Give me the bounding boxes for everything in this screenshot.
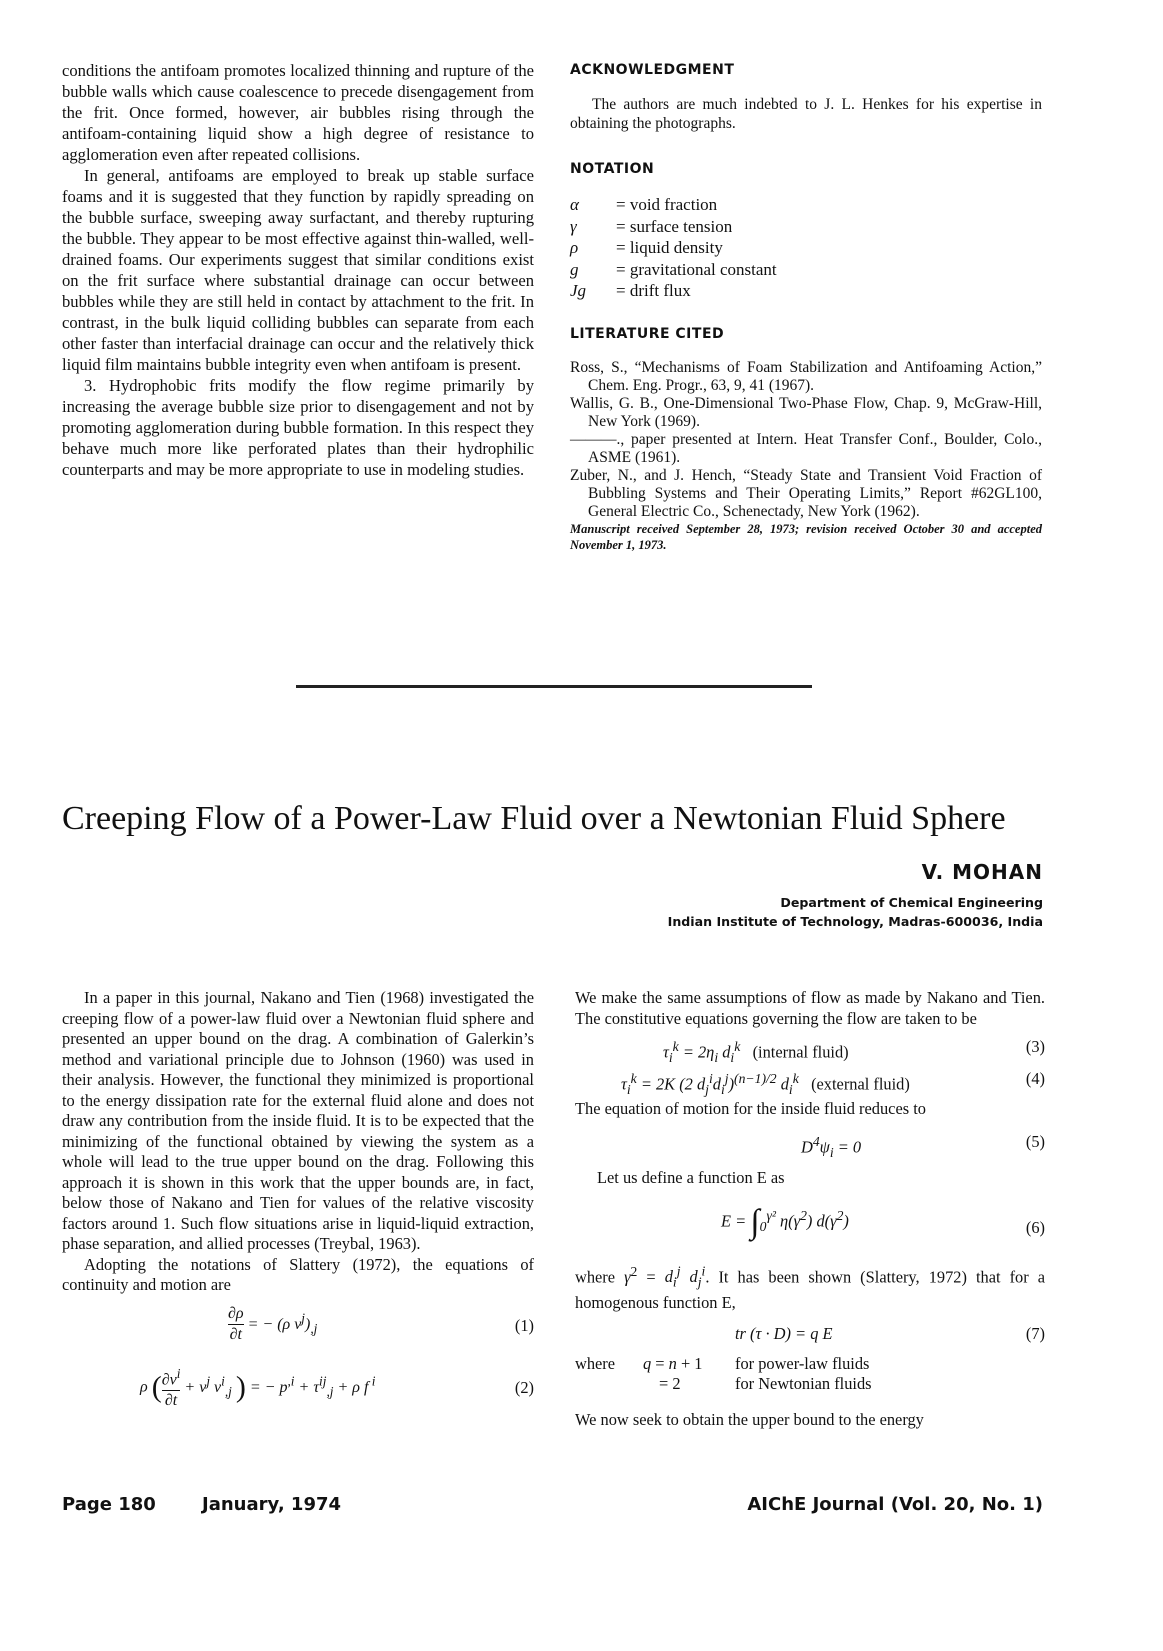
reference-item: Wallis, G. B., One-Dimensional Two-Phase Flow, Chap. 9, McGraw-Hill, New York (1969).: [570, 394, 1042, 430]
equation-3: $\tau_i^k = 2\eta_i$ $d_i^k$ (internal fluid) (3): [663, 1037, 1045, 1065]
paragraph: Adopting the notations of Slattery (1972), the equations of continuity and motion are: [62, 1254, 534, 1294]
article-title: Creeping Flow of a Power-Law Fluid over a Newtonian Fluid Sphere: [62, 800, 1006, 837]
q-definition: where q = n + 1 for power-law fluids = 2 for Newtonian fluids: [575, 1353, 872, 1393]
author-affiliation: [668, 893, 1043, 931]
notation-item: γ = surface tension: [570, 216, 733, 236]
institution: Indian Institute of Technology, Madras-600036, India: [667, 914, 1043, 929]
equation-number: (1): [514, 1315, 534, 1335]
reference-item: ———., paper presented at Intern. Heat Transfer Conf., Boulder, Colo., ASME (1961).: [570, 430, 1042, 466]
acknowledgment-text: The authors are much indebted to J. L. Henkes for his expertise in obtaining the photographs.: [570, 96, 1042, 132]
equation-number: (2): [514, 1377, 534, 1397]
bottom-right-column: [575, 988, 1045, 1430]
equation-2: ρ ( $\frac{\partial v^i}{\partial t}$ + $v^j$ $v^i_{,j}$ ) = − $p^{,i} + \tau^{ij}_{,j} + \rho$ f $^i$ (2): [140, 1365, 534, 1409]
paragraph: In a paper in this journal, Nakano and Tien (1968) investigated the creeping flow of a power-law fluid over a Newtonian fluid sphere and presented an upper bound on the drag. A combination of Galerkin’s method and variational principle due to Johnson (1960) was used in their analysis. However, the functional they minimized is proportional to the energy dissipation rate for the external fluid alone and does not draw any contribution from the inside fluid. It is to be expected that the minimizing of the functional obtained by viewing the system as a whole will lead to the true upper bound on the drag. Following this approach it is shown in this work that the upper bounds are, in fact, below those of Nakano and Tien for values of the relative viscosity factors around 1. Such flow situations arise in liquid-liquid extraction, phase separation, and allied processes (Treybal, 1963).: [62, 988, 534, 1253]
reference-item: Zuber, N., and J. Hench, “Steady State and Transient Void Fraction of Bubbling Systems and Their Operating Limits,” Report #62GL100, General Electric Co., Schenectady, New York (1962).: [570, 466, 1042, 520]
department: Department of Chemical Engineering: [780, 895, 1043, 910]
author-name: V. MOHAN: [921, 860, 1043, 884]
equation-number: (7): [1025, 1323, 1045, 1343]
reference-item: Ross, S., “Mechanisms of Foam Stabilization and Antifoaming Action,” Chem. Eng. Progr., 63, 9, 41 (1967).: [570, 358, 1042, 394]
literature-heading: LITERATURE CITED: [570, 325, 725, 342]
top-right-column: [570, 60, 1042, 553]
paragraph: where $\gamma^2 = d_i^j$ $d_j^i$. It has been shown (Slattery, 1972) that for a homogenous function E,: [575, 1264, 1045, 1313]
paragraph: We make the same assumptions of flow as made by Nakano and Tien. The constitutive equations governing the flow are taken to be: [575, 988, 1045, 1028]
notation-item: g = gravitational constant: [570, 259, 777, 279]
paragraph: We now seek to obtain the upper bound to the energy: [575, 1409, 924, 1429]
bottom-left-column: [62, 988, 534, 1418]
paragraph: 3. Hydrophobic frits modify the flow regime primarily by increasing the average bubble size prior to disengagement and not by promoting agglomeration during bubble formation. In this respect they behave much more like perforated plates than their hydrophilic counterparts and may be more appropriate to use in modeling studies.: [62, 376, 534, 479]
paragraph: conditions the antifoam promotes localized thinning and rupture of the bubble walls which cause coalescence to precede disengagement from the frit. Once formed, however, air bubbles rising through the antifoam-containing liquid show a high degree of resistance to agglomeration even after repeated collisions.: [62, 61, 534, 164]
equation-number: (5): [1025, 1131, 1045, 1151]
page-number: Page 180: [62, 1494, 156, 1515]
equation-4: $\tau_i^k = 2K$ (2 $d_j^id_i^j)^{(n-1)/2}$ $d_i^k$ (external fluid) (4): [621, 1069, 1045, 1097]
issue-date: January, 1974: [202, 1494, 342, 1515]
paragraph: Let us define a function E as: [597, 1167, 785, 1187]
paragraph: In general, antifoams are employed to break up stable surface foams and it is suggested that they function by rapidly spreading on the bubble surface, sweeping away surfactant, and thereby rupturing the bubble. They appear to be most effective against thin-walled, well-drained foams. Our experiments suggest that similar conditions exist on the frit surface where substantial drainage can occur between bubbles while they are still held in contact by attachment to the frit. In contrast, in the bulk liquid colliding bubbles can separate from each other faster than interfacial drainage can occur and the relatively thick liquid film maintains bubble integrity even when antifoam is present.: [62, 166, 534, 374]
top-left-column: [62, 60, 534, 480]
paragraph: The equation of motion for the inside fluid reduces to: [575, 1099, 926, 1118]
acknowledgment-heading: ACKNOWLEDGMENT: [570, 62, 735, 78]
equation-number: (4): [1025, 1069, 1045, 1088]
manuscript-note: Manuscript received September 28, 1973; revision received October 30 and accepted November 1, 1973.: [570, 521, 1042, 552]
notation-item: Jg = drift flux: [570, 281, 691, 300]
reference-list: [570, 359, 1042, 521]
notation-list: [570, 194, 1042, 302]
equation-number: (3): [1025, 1037, 1045, 1056]
notation-item: α = void fraction: [570, 195, 718, 214]
equation-7: tr (τ · D) = q E (7): [735, 1323, 1045, 1343]
notation-item: ρ = liquid density: [570, 238, 723, 257]
equation-number: (6): [1025, 1218, 1045, 1237]
equation-5: $D^4\psi_i = 0$ (5): [801, 1131, 1045, 1160]
notation-heading: NOTATION: [570, 161, 655, 177]
equation-1: $\frac{\partial\rho}{\partial t}$ = − (ρ $v^j)_{,j}$ (1): [228, 1304, 534, 1343]
equation-6: $E = \int_0^{\gamma^2}$ $\eta(\gamma^2)$ $d(\gamma^2)$ (6): [721, 1203, 1045, 1241]
section-divider: [296, 685, 812, 688]
journal-name: AIChE Journal (Vol. 20, No. 1): [747, 1494, 1043, 1515]
